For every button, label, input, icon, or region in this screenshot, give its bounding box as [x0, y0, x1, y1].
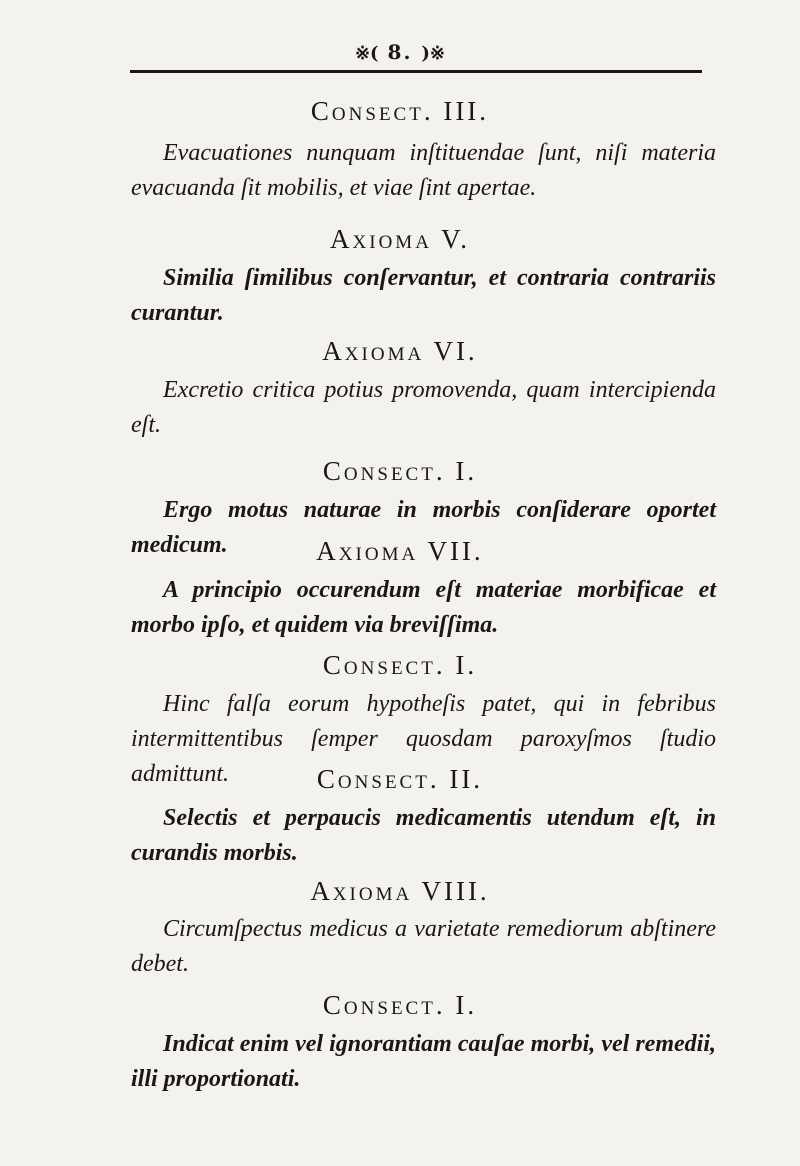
page-number: 8. — [387, 40, 413, 64]
section-text: A principio occurendum eſt materiae morbificae et morbo ipſo, et quidem via breviſſima. — [131, 577, 716, 638]
section-heading: Consect. II. — [316, 764, 484, 794]
section-heading: Consect. I. — [322, 456, 478, 486]
section-text: Selectis et perpaucis medicamentis utendum eſt, in curandis morbis. — [131, 805, 716, 866]
header-ornament-right: )※ — [421, 43, 446, 64]
section-heading: Consect. I. — [322, 650, 478, 680]
section-text: Similia ſimilibus conſervantur, et contraria contrariis curantur. — [131, 265, 716, 326]
section-heading: Axioma VIII. — [310, 876, 490, 906]
header-ornament-left: ※( — [354, 43, 379, 64]
section-text: Indicat enim vel ignorantiam cauſae morbi, vel remedii, illi proportionati. — [131, 1031, 716, 1092]
section-heading: Consect. III. — [310, 96, 490, 126]
section-text: Evacuationes nunquam inſtituendae ſunt, niſi materia evacuanda ſit mobilis, et viae ſint apertae. — [131, 140, 716, 201]
page-header — [0, 40, 800, 64]
section-text: Excretio critica potius promovenda, quam intercipienda eſt. — [131, 377, 716, 438]
section-text: Ergo motus naturae in morbis conſiderare oportet medicum. — [131, 497, 716, 558]
section-heading: Consect. I. — [322, 990, 478, 1020]
section-heading: Axioma V. — [330, 224, 470, 254]
section-text: Circumſpectus medicus a varietate remediorum abſtinere debet. — [131, 916, 716, 977]
section-text: Hinc falſa eorum hypotheſis patet, qui in febribus intermittentibus ſemper quosdam paroxyſmos ſtudio admittunt. — [131, 691, 716, 787]
header-rule — [130, 70, 702, 73]
section-heading: Axioma VI. — [322, 336, 478, 366]
section-heading: Axioma VII. — [316, 536, 484, 566]
